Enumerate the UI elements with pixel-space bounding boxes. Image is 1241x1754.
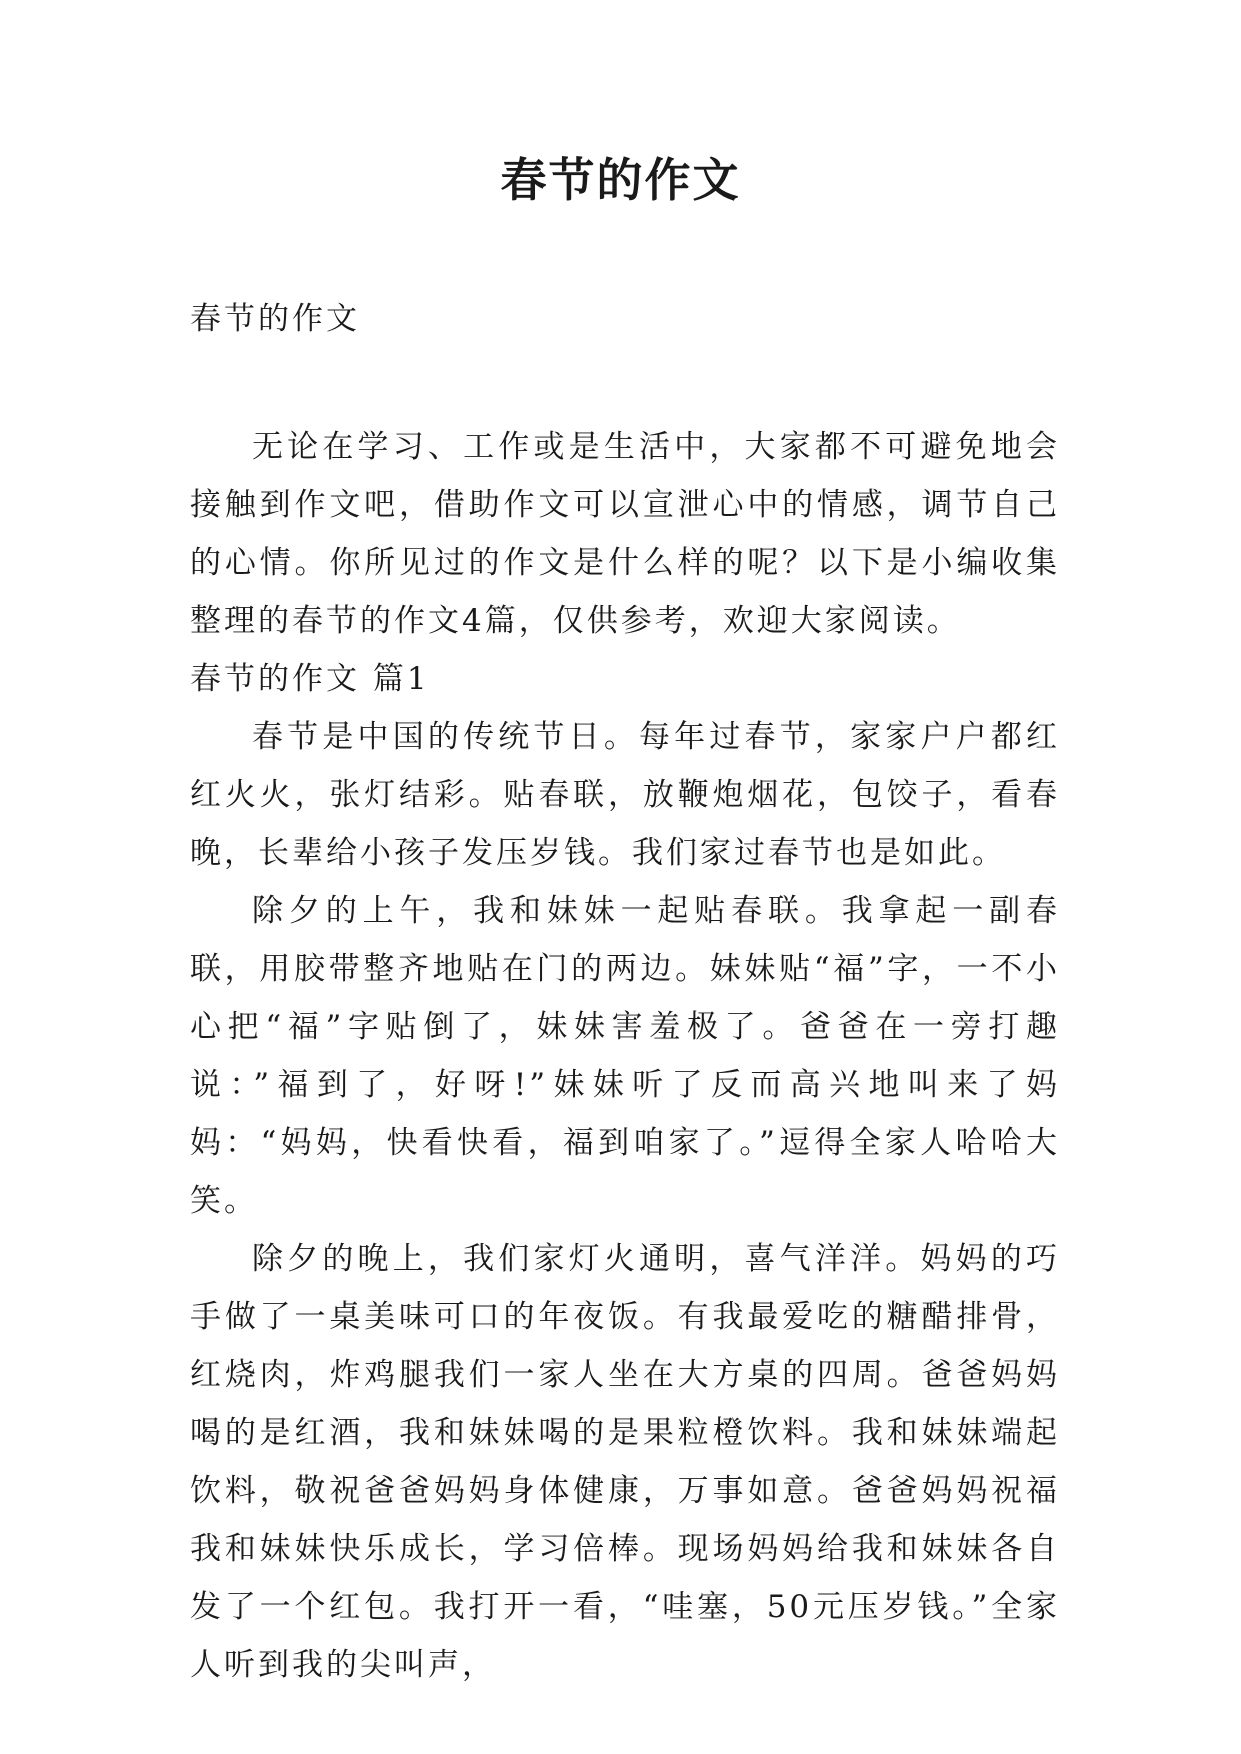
body-paragraph: 除夕的上午，我和妹妹一起贴春联。我拿起一副春联，用胶带整齐地贴在门的两边。妹妹贴“福”字，一不小心把“福”字贴倒了，妹妹害羞极了。爸爸在一旁打趣说：”福到了，好呀!”妹妹听了反而高兴地叫来了妈妈：“妈妈，快看快看，福到咱家了。”逗得全家人哈哈大笑。 [190,893,1060,1219]
body-paragraph: 除夕的晚上，我们家灯火通明，喜气洋洋。妈妈的巧手做了一桌美味可口的年夜饭。有我最爱吃的糖醋排骨，红烧肉，炸鸡腿我们一家人坐在大方桌的四周。爸爸妈妈喝的是红酒，我和妹妹喝的是果粒橙饮料。我和妹妹端起饮料，敬祝爸爸妈妈身体健康，万事如意。爸爸妈妈祝福我和妹妹快乐成长，学习倍棒。现场妈妈给我和妹妹各自发了一个红包。我打开一看，“哇塞，50元压岁钱。”全家人听到我的尖叫声， [190,1241,1060,1683]
document-subtitle: 春节的作文 [190,301,360,337]
section-heading: 春节的作文 篇1 [190,661,430,697]
document-body [190,290,1060,1694]
intro-paragraph: 无论在学习、工作或是生活中，大家都不可避免地会接触到作文吧，借助作文可以宣泄心中的情感，调节自己的心情。你所见过的作文是什么样的呢？以下是小编收集整理的春节的作文4篇，仅供参考，欢迎大家阅读。 [190,429,1060,639]
document-title: 春节的作文 [500,153,741,207]
body-paragraph: 春节是中国的传统节日。每年过春节，家家户户都红红火火，张灯结彩。贴春联，放鞭炮烟花，包饺子，看春晚，长辈给小孩子发压岁钱。我们家过春节也是如此。 [190,719,1060,871]
